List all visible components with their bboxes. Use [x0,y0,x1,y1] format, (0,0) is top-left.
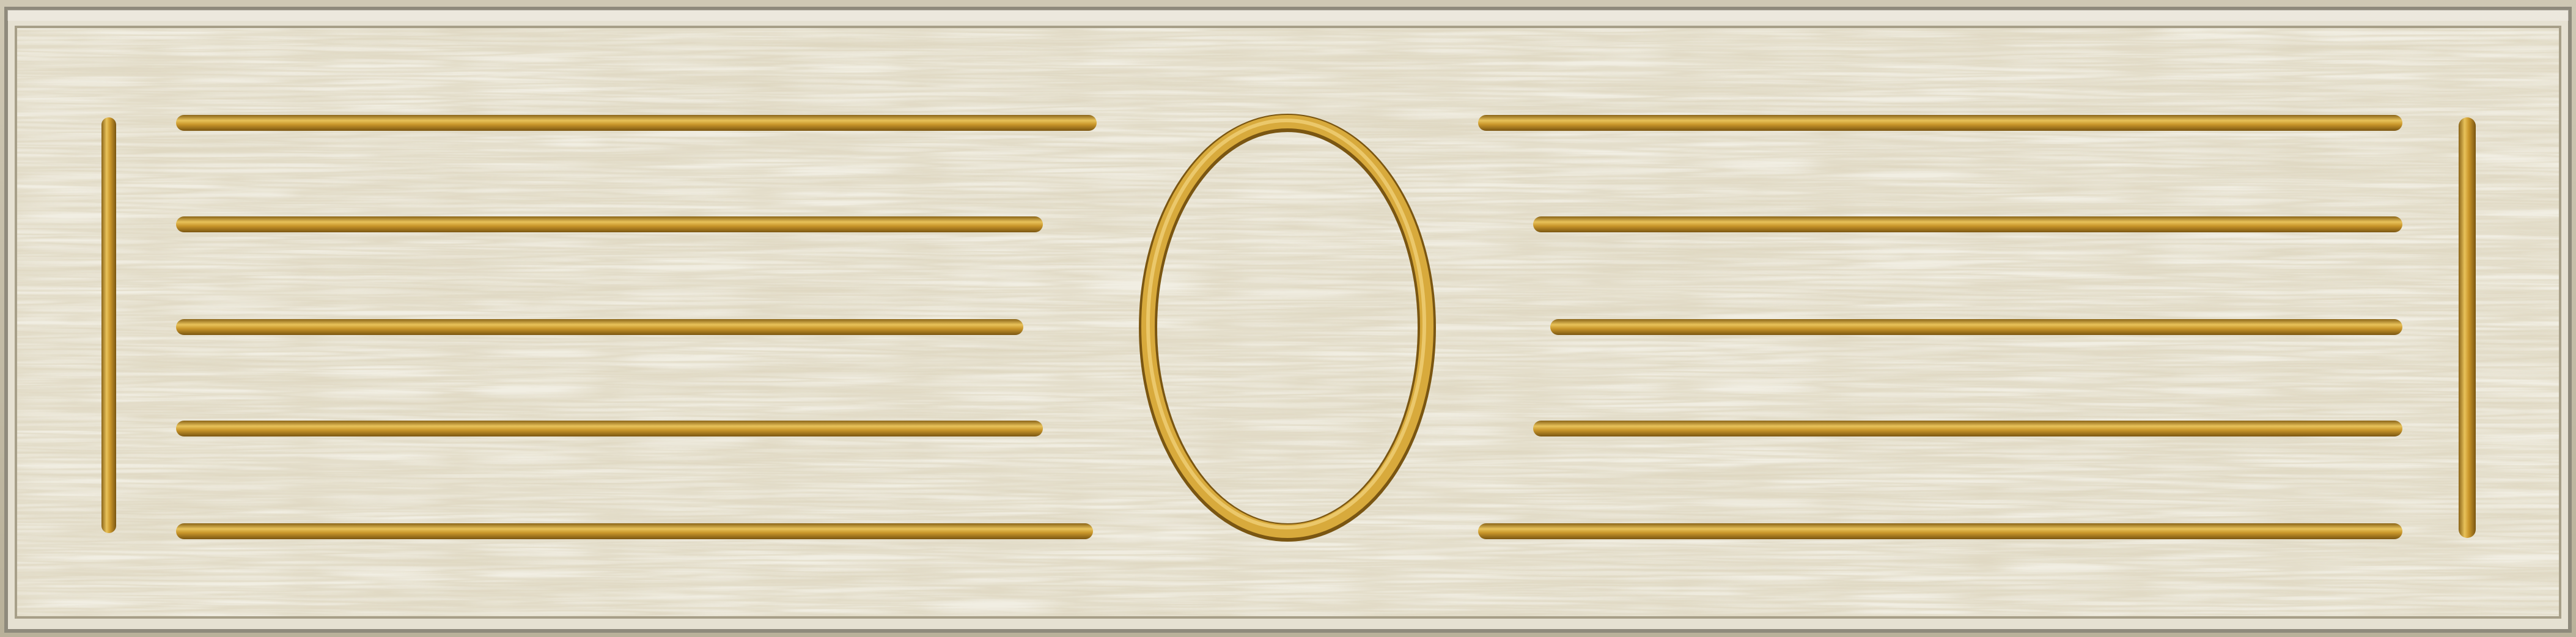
left-inlay-line-3 [176,319,1023,335]
left-inlay-line-5 [176,523,1093,539]
right-inlay-line-2 [1533,216,2402,232]
top-bevel-highlight [7,10,2569,21]
left-vertical-inlay [101,117,116,533]
right-inlay-line-4 [1533,421,2402,436]
right-vertical-inlay [2459,117,2476,538]
left-inlay-line-2 [176,216,1043,232]
right-inlay-line-1 [1478,115,2402,131]
left-inlay-line-1 [176,115,1097,131]
left-inlay-line-4 [176,421,1043,436]
right-inlay-line-3 [1550,319,2402,335]
right-inlay-line-5 [1478,523,2402,539]
